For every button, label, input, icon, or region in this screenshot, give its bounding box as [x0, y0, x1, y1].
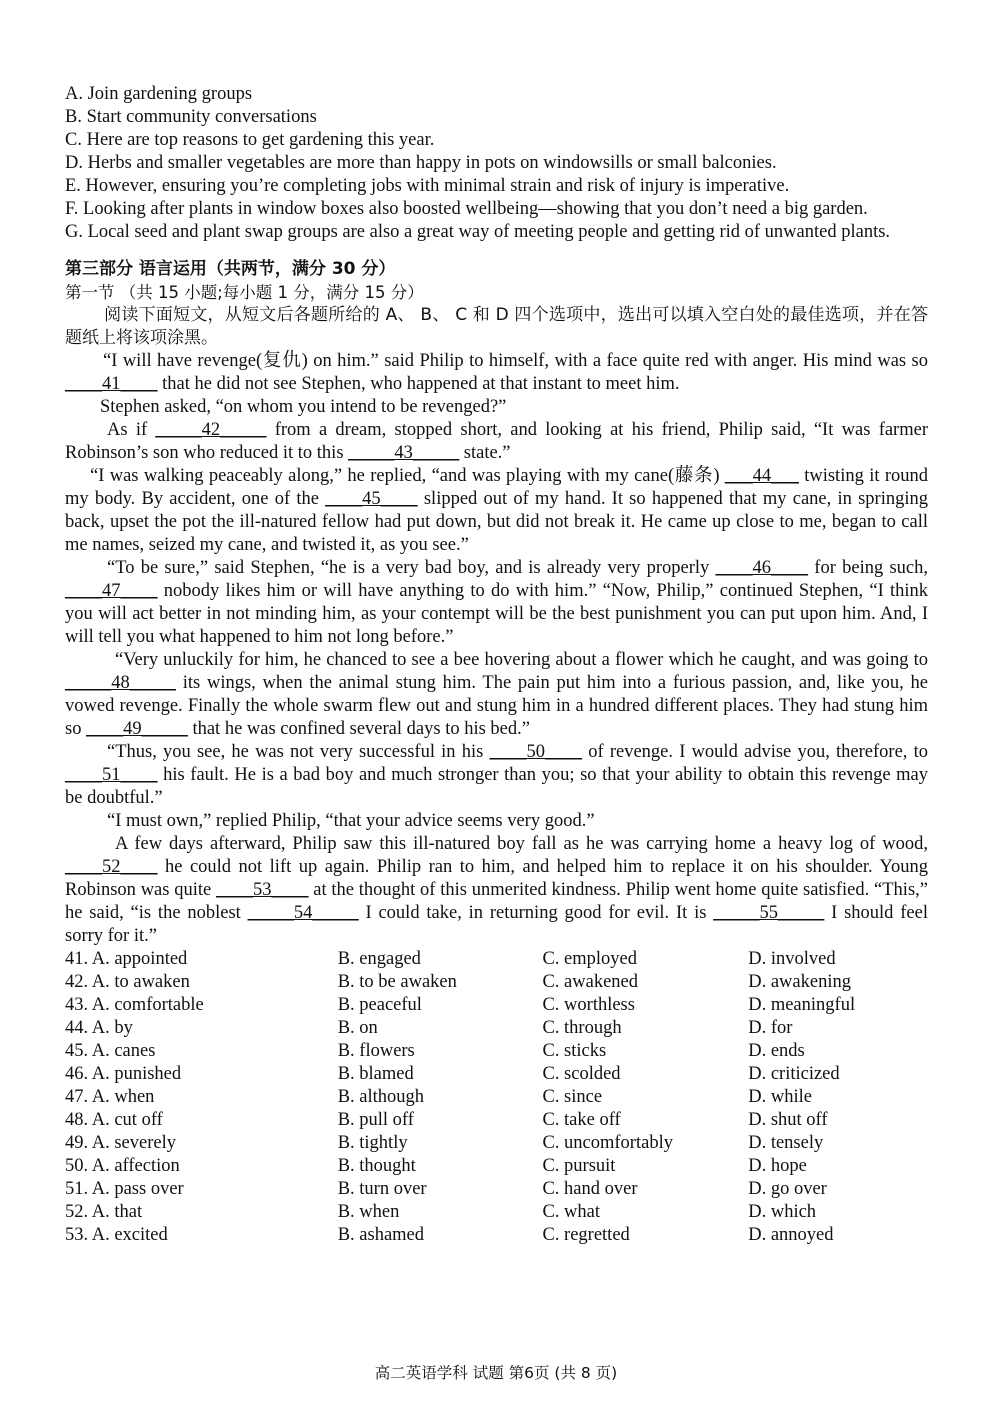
question-row: 47. A. when B. although C. since D. while — [65, 1087, 812, 1107]
question-row: 51. A. pass over B. turn over C. hand over D. go over — [65, 1179, 827, 1199]
option-e: E. However, ensuring you’re completing jobs with minimal strain and risk of injury is imperative. — [65, 176, 790, 196]
passage-paragraph: “Very unluckily for him, he chanced to see a bee hovering about a flower which he caught, and was going to _____48_____ its wings, when the animal stung him. The pain put him into a furious passion, and, like you, he vowed revenge. Finally the whole swarm flew out and stung him in a hundred different places. They had stung him so ____49_____ that he was confined several days to his bed.” — [65, 650, 928, 739]
blank-41: ____41____ — [65, 374, 158, 394]
question-row: 45. A. canes B. flowers C. sticks D. ends — [65, 1041, 805, 1061]
passage-paragraph: Stephen asked, “on whom you intend to be revenged?” — [100, 397, 507, 417]
blank-48: _____48_____ — [65, 673, 176, 693]
instructions: 阅读下面短文，从短文后各题所给的 A、 B、 C 和 D 四个选项中，选出可以填入空白处的最佳选项，并在答题纸上将该项涂黑。 — [65, 305, 928, 348]
passage-paragraph: “To be sure,” said Stephen, “he is a very bad boy, and is already very properly ____46____ for being such, ____47____ nobody likes him or will have anything to do with him.” “Now, Philip,” continued Stephen, “I think you will act better in not minding him, as your contempt will be the best punishment you can put upon him. And, I will tell you what happened to him not long before.” — [65, 558, 928, 647]
gap-fill-options — [65, 83, 928, 244]
cloze-passage — [65, 350, 928, 948]
blank-55: _____55_____ — [713, 903, 825, 923]
question-row: 44. A. by B. on C. through D. for — [65, 1018, 793, 1038]
question-row: 41. A. appointed B. engaged C. employed D. involved — [65, 949, 836, 969]
question-row: 43. A. comfortable B. peaceful C. worthless D. meaningful — [65, 995, 856, 1015]
question-row: 49. A. severely B. tightly C. uncomfortably D. tensely — [65, 1133, 824, 1153]
blank-44: ___44___ — [724, 466, 799, 486]
subsection-title: 第一节 （共 15 小题;每小题 1 分，满分 15 分） — [65, 283, 424, 302]
blank-43: _____43_____ — [348, 443, 460, 463]
question-row: 42. A. to awaken B. to be awaken C. awakened D. awakening — [65, 972, 851, 992]
passage-paragraph: “I will have revenge(复仇) on him.” said Philip to himself, with a face quite red with anger. His mind was so ____41____ that he did not see Stephen, who happened at that instant to meet him. — [65, 351, 928, 394]
section-title: 第三部分 语言运用（共两节，满分 30 分） — [65, 259, 396, 279]
blank-53: ____53____ — [216, 880, 309, 900]
question-row: 52. A. that B. when C. what D. which — [65, 1202, 817, 1222]
question-row: 46. A. punished B. blamed C. scolded D. criticized — [65, 1064, 840, 1084]
option-g: G. Local seed and plant swap groups are also a great way of meeting people and getting rid of unwanted plants. — [65, 222, 891, 242]
blank-47: ____47____ — [65, 581, 158, 601]
option-f: F. Looking after plants in window boxes also boosted wellbeing—showing that you don’t need a big garden. — [65, 199, 868, 219]
option-d: D. Herbs and smaller vegetables are more than happy in pots on windowsills or small balconies. — [65, 153, 777, 173]
option-a: A. Join gardening groups — [65, 84, 253, 104]
option-b: B. Start community conversations — [65, 107, 317, 127]
blank-54: _____54_____ — [247, 903, 359, 923]
blank-51: ____51____ — [65, 765, 158, 785]
blank-50: ____50____ — [489, 742, 583, 762]
passage-paragraph: “Thus, you see, he was not very successful in his ____50____ of revenge. I would advise you, therefore, to ____51____ his fault. He is a bad boy and much stronger than you; so that your ability to obtain this revenge may be doubtful.” — [65, 742, 928, 808]
passage-paragraph: “I was walking peaceably along,” he replied, “and was playing with my cane(藤条) ___44___ twisting it round my body. By accident, one of the ____45____ slipped out of my hand. It so happened that my cane, in springing back, upset the pot the ill-natured fellow had put down, but did not break it. He came up close to me, began to call me names, seized my cane, and twisted it, as you see.” — [65, 466, 928, 555]
exam-page — [65, 83, 928, 1247]
passage-paragraph: As if _____42_____ from a dream, stopped short, and looking at his friend, Philip said, “It was farmer Robinson’s son who reduced it to this _____43_____ state.” — [65, 420, 928, 463]
question-row: 53. A. excited B. ashamed C. regretted D. annoyed — [65, 1225, 834, 1245]
blank-52: ____52____ — [65, 857, 158, 877]
question-row: 48. A. cut off B. pull off C. take off D. shut off — [65, 1110, 828, 1130]
passage-paragraph: “I must own,” replied Philip, “that your advice seems very good.” — [107, 811, 595, 831]
blank-42: _____42_____ — [155, 420, 267, 440]
option-c: C. Here are top reasons to get gardening this year. — [65, 130, 435, 150]
question-options-table — [65, 948, 928, 1247]
blank-46: ____46____ — [715, 558, 809, 578]
question-row: 50. A. affection B. thought C. pursuit D. hope — [65, 1156, 807, 1176]
blank-45: ____45____ — [325, 489, 418, 509]
passage-paragraph: A few days afterward, Philip saw this ill-natured boy fall as he was carrying home a heavy log of wood, ____52____ he could not lift up again. Philip ran to him, and helped him to replace it on his shoulder. Young Robinson was quite ____53____ at the thought of this unmerited kindness. Philip went home quite satisfied. “This,” he said, “is the noblest _____54_____ I could take, in returning good for evil. It is _____55_____ I should feel sorry for it.” — [65, 834, 928, 946]
page-footer: 高二英语学科 试题 第6页 (共 8 页) — [374, 1364, 618, 1382]
blank-49: ____49_____ — [86, 719, 188, 739]
